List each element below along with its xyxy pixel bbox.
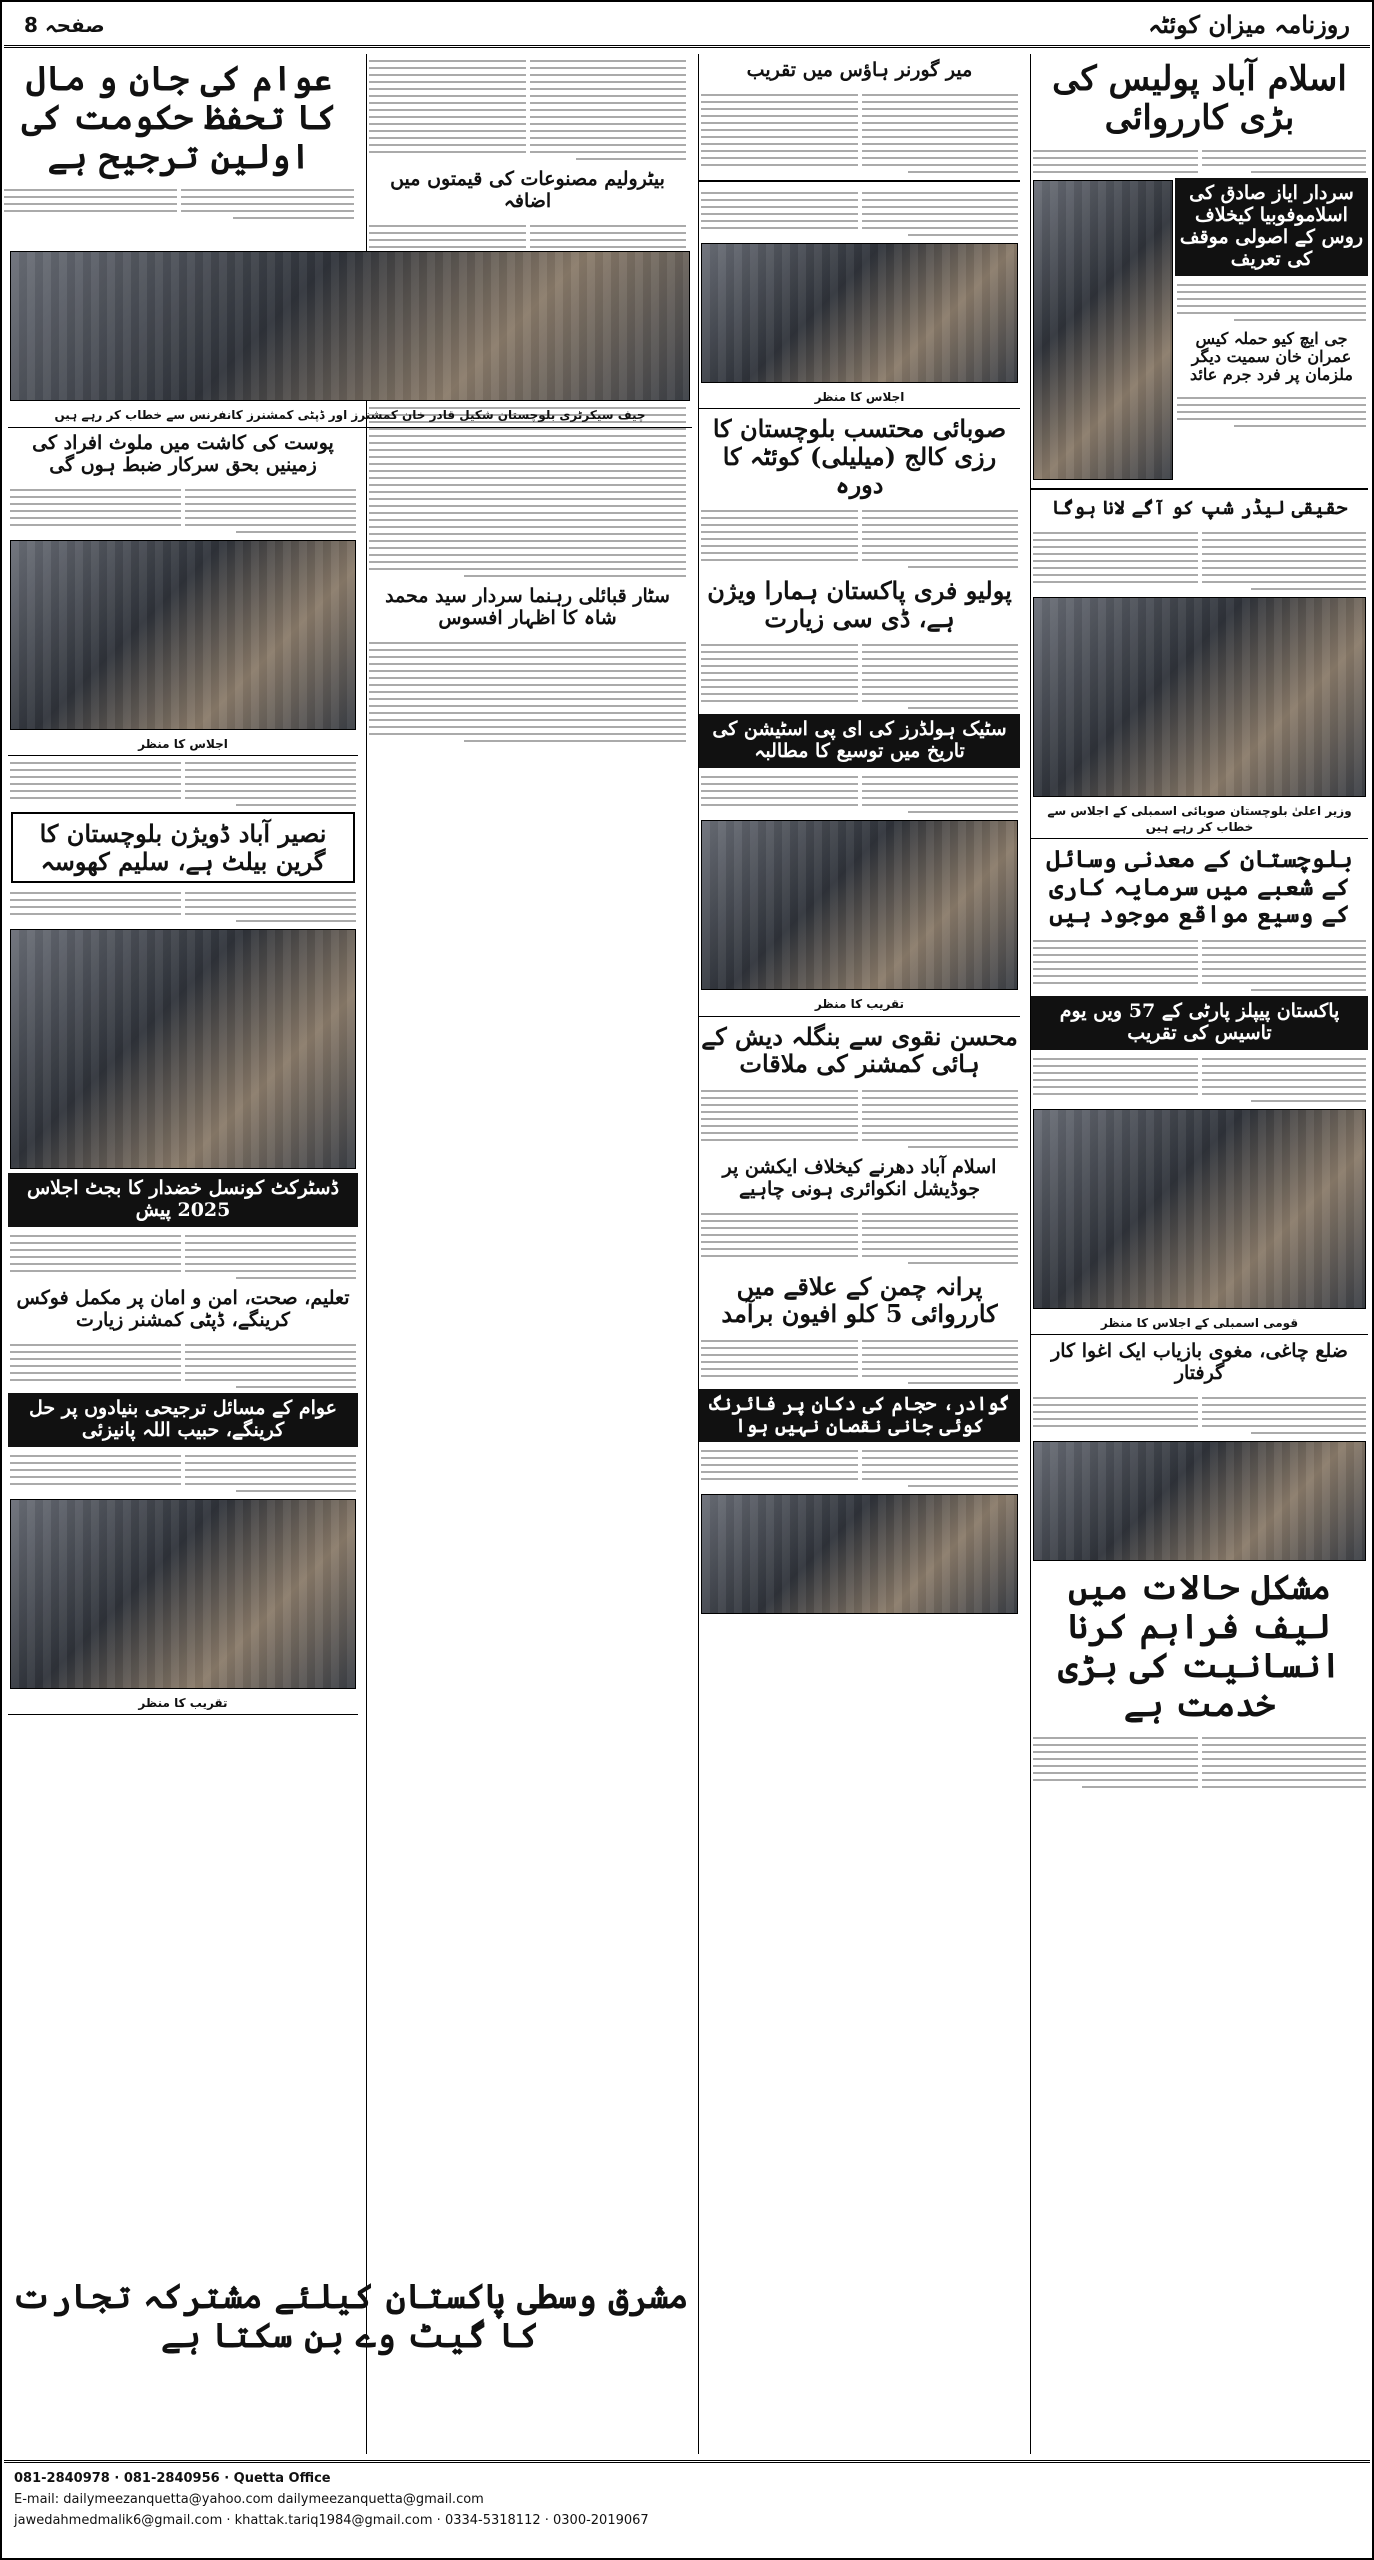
- article-text: [1175, 278, 1368, 324]
- article-text: [8, 1229, 358, 1282]
- article-text: [8, 1338, 358, 1391]
- headline: عوام کے مسائل ترجیحی بنیادوں پر حل کرینگے، حبیب اللہ پانیزئی: [8, 1393, 358, 1447]
- photo: [1033, 597, 1366, 797]
- photo: [10, 1499, 356, 1689]
- article-text: [8, 886, 358, 925]
- headline: سردار ایاز صادق کی اسلاموفوبیا کیخلاف روس کے اصولی موقف کی تعریف: [1175, 178, 1368, 275]
- article-text: [1031, 1391, 1368, 1437]
- photo-caption: اجلاس کا منظر: [8, 734, 358, 757]
- photo-caption: قومی اسمبلی کے اجلاس کا منظر: [1031, 1313, 1368, 1336]
- photo: [1033, 1441, 1366, 1561]
- article-text: [699, 1334, 1020, 1387]
- lead-photo-block: [8, 247, 692, 428]
- footer-phones: 081-2840978 · 081-2840956 · Quetta Office: [14, 2471, 331, 2486]
- headline: پاکستان پیپلز پارٹی کے 57 ویں یوم تاسیس کی تقریب: [1031, 996, 1368, 1050]
- footer: [4, 2460, 1370, 2556]
- photo-caption: تقریب کا منظر: [699, 994, 1020, 1017]
- headline: ڈسٹرکٹ کونسل خضدار کا بجٹ اجلاس 2025 پیش: [8, 1173, 358, 1227]
- article-text: [1031, 1731, 1368, 1791]
- article-text: [699, 504, 1020, 571]
- headline: نصیر آباد ڈویژن بلوچستان کا گرین بیلٹ ہے، سلیم کھوسہ: [39, 819, 327, 876]
- photo: [10, 251, 690, 401]
- headline: سٹار قبائلی رہنما سردار سید محمد شاہ کا اظہار افسوس: [385, 585, 670, 630]
- headline: بلوچستان کے معدنی وسائل کے شعبے میں سرمایہ کاری کے وسیع مواقع موجود ہیں: [1046, 844, 1353, 929]
- photo-caption: اجلاس کا منظر: [699, 387, 1020, 410]
- article-text: [699, 1084, 1020, 1151]
- photo: [1033, 180, 1173, 480]
- article-text: [699, 1207, 1020, 1267]
- article-text: [367, 54, 688, 163]
- headline: پوست کی کاشت میں ملوث افراد کی زمینیں بحق سرکار ضبط ہوں گی: [32, 432, 334, 476]
- article-text: [8, 1449, 358, 1495]
- footer-email: E-mail: dailymeezanquetta@yahoo.com dailymeezanquetta@gmail.com: [14, 2491, 484, 2507]
- headline: پرانہ چمن کے علاقے میں کارروائی 5 کلو افیون برآمد: [721, 1271, 998, 1329]
- footer-contacts: jawedahmedmalik6@gmail.com · khattak.tariq1984@gmail.com · 0334-5318112 · 0300-2019067: [14, 2512, 649, 2528]
- headline: مشرق وسطی پاکستان کیلئے مشترکہ تجارت کا گیٹ وے بن سکتا ہے: [11, 2277, 689, 2357]
- photo: [10, 929, 356, 1169]
- article-text: [1031, 526, 1368, 593]
- headline: بیٹرولیم مصنوعات کی قیمتوں میں اضافہ: [390, 168, 665, 212]
- article-text: [367, 401, 688, 580]
- article-text: [1031, 934, 1368, 994]
- photo: [701, 820, 1018, 990]
- headline: حقیقی لیڈر شپ کو آگے لانا ہوگا: [1051, 497, 1348, 520]
- photo: [10, 540, 356, 730]
- article-text: [699, 88, 1020, 176]
- headline: میر گورنر ہاؤس میں تقریب: [746, 59, 973, 81]
- photo: [1033, 1109, 1366, 1309]
- photo-caption: چیف سیکرٹری بلوچستان شکیل قادر خان کمشنرز اور ڈپٹی کمشنرز کانفرنس سے خطاب کر رہے ہیں: [8, 405, 692, 428]
- bottom-left-headline-block: [8, 2272, 692, 2362]
- headline: سٹیک ہولڈرز کی ای پی اسٹیشن کی تاریخ میں توسیع کا مطالبہ: [699, 714, 1020, 768]
- page-number: صفحہ 8: [24, 12, 105, 37]
- article-text: [699, 770, 1020, 816]
- column-left-body: [8, 427, 358, 2447]
- article-text: [1031, 144, 1368, 176]
- photo-caption: وزیر اعلیٰ بلوچستان صوبائی اسمبلی کے اجلاس سے خطاب کر رہے ہیں: [1031, 801, 1368, 839]
- column-middle-right: [698, 54, 1020, 2454]
- headline: پولیو فری پاکستان ہمارا ویژن ہے، ڈی سی زیارت: [707, 576, 1012, 633]
- article-text: [8, 756, 358, 809]
- article-text: [2, 183, 356, 222]
- headline: صوبائی محتسب بلوچستان کا رزی کالج (میلیلی) کوئٹہ کا دورہ: [712, 414, 1007, 499]
- column-right: [1030, 54, 1368, 2454]
- article-text: [367, 636, 688, 745]
- article-text: [699, 638, 1020, 712]
- article-text: [699, 186, 1020, 239]
- article-text: [1175, 391, 1368, 430]
- headline: محسن نقوی سے بنگلہ دیش کے ہائی کمشنر کی ملاقات: [701, 1021, 1018, 1079]
- headline: تعلیم، صحت، امن و امان پر مکمل فوکس کرینگے، ڈپٹی کمشنر زیارت: [16, 1287, 350, 1331]
- paper-name: روزنامہ میزان کوئٹہ: [1148, 10, 1350, 39]
- headline: گوادر، حجام کی دکان پر فائرنگ کوئی جانی نقصان نہیں ہوا: [699, 1389, 1020, 1443]
- headline: مشکل حالات میں لیف فراہم کرنا انسانیت کی بڑی خدمت ہے: [1058, 1567, 1341, 1726]
- headline: ضلع چاغی، مغوی بازیاب ایک اغوا کار گرفتار: [1051, 1340, 1348, 1385]
- article-text: [699, 1444, 1020, 1490]
- article-text: [1031, 1052, 1368, 1105]
- headline-lead-right: اسلام آباد پولیس کی بڑی کارروائی: [1052, 59, 1347, 139]
- headline: اسلام آباد دھرنے کیخلاف ایکشن پر جوڈیشل انکوائری ہونی چاہیے: [722, 1155, 997, 1200]
- masthead: [4, 4, 1370, 48]
- headline: جی ایچ کیو حملہ کیس عمران خان سمیت دیگر ملزمان پر فرد جرم عائد: [1190, 328, 1353, 385]
- headline-lead-left: عوام کی جان و مال کا تحفظ حکومت کی اولین ترجیح ہے: [21, 59, 337, 178]
- photo: [701, 243, 1018, 383]
- photo-caption: تقریب کا منظر: [8, 1693, 358, 1716]
- photo: [701, 1494, 1018, 1614]
- article-text: [8, 483, 358, 536]
